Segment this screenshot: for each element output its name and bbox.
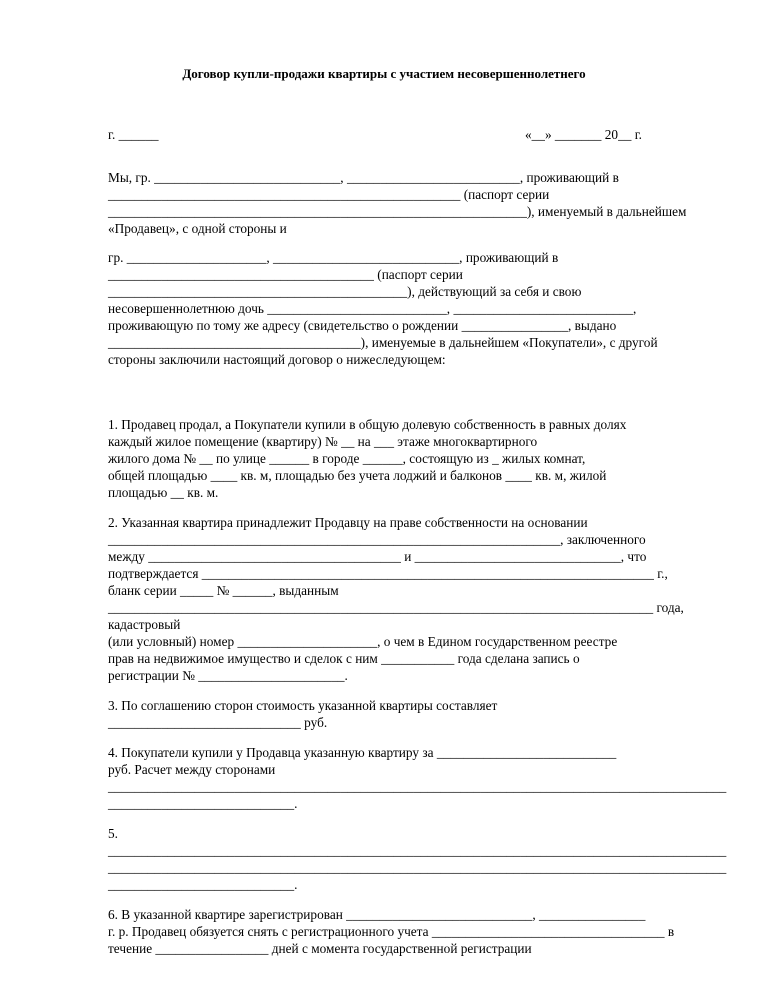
clause-5-line: ____________________________. [108,877,298,892]
city-field: г. ______ [108,127,159,142]
clause-4-line: 4. Покупатели купили у Продавца указанную квартиру за ___________________________ [108,745,617,760]
clause-3-line: _____________________________ руб. [108,715,328,730]
buyers-line: проживающую по тому же адресу (свидетельство о рождении ________________, выдано [108,318,617,333]
clause-2-line: ____________________________________________________________________, заключенного [108,532,646,547]
buyers-line: ______________________________________), именуемые в дальнейшем «Покупатели», с другой [108,335,658,350]
clause-2-line: кадастровый [108,617,181,632]
clause-2-line: __________________________________________________________________________________ года, [108,600,684,615]
clause-6-line: г. р. Продавец обязуется снять с регистрационного учета ___________________________________ в [108,924,675,939]
buyers-line: ________________________________________ (паспорт серии [108,267,463,282]
parties-line: Мы, гр. ____________________________, __________________________, проживающий в [108,170,619,185]
clause-5-line: _____________________________________________________________________________________________ [108,860,727,875]
parties-line: _____________________________________________________ (паспорт серии [108,187,550,202]
clause-1-line: общей площадью ____ кв. м, площадью без учета лоджий и балконов ____ кв. м, жилой [108,468,607,483]
clause-2-line: бланк серии _____ № ______, выданным [108,583,339,598]
clause-6-line: 6. В указанной квартире зарегистрирован ____________________________, ________________ [108,907,646,922]
parties-line: «Продавец», с одной стороны и [108,221,287,236]
clause-5-line: 5. [108,826,118,841]
buyers-line: _____________________________________________), действующий за себя и свою [108,284,582,299]
buyers-line: стороны заключили настоящий договор о нижеследующем: [108,352,446,367]
parties-line: _______________________________________________________________), именуемый в дальнейшем [108,204,687,219]
clause-4-line: ____________________________. [108,796,298,811]
date-field: «__» _______ 20__ г. [525,127,642,142]
clause-4-line: _____________________________________________________________________________________________ [108,779,727,794]
buyers-line: несовершеннолетнюю дочь ___________________________, ___________________________, [108,301,637,316]
clause-5-line: _____________________________________________________________________________________________ [108,843,727,858]
clause-4-line: руб. Расчет между сторонами [108,762,276,777]
buyers-line: гр. _____________________, ____________________________, проживающий в [108,250,559,265]
clause-1-line: площадью __ кв. м. [108,485,219,500]
document-title: Договор купли-продажи квартиры с участием несовершеннолетнего [182,66,586,81]
clause-2-line: между ______________________________________ и _______________________________, что [108,549,647,564]
clause-1-line: 1. Продавец продал, а Покупатели купили в общую долевую собственность в равных долях [108,417,627,432]
clause-3-line: 3. По соглашению сторон стоимость указанной квартиры составляет [108,698,498,713]
clause-1-line: каждый жилое помещение (квартиру) № __ на ___ этаже многоквартирного [108,434,538,449]
clause-1-line: жилого дома № __ по улице ______ в городе ______, состоящую из _ жилых комнат, [108,451,586,466]
clause-6-line: течение _________________ дней с момента государственной регистрации [108,941,532,956]
clause-2-line: прав на недвижимое имущество и сделок с ним ___________ года сделана запись о [108,651,580,666]
clause-2-line: регистрации № ______________________. [108,668,348,683]
clause-2-line: (или условный) номер _____________________, о чем в Едином государственном реестре [108,634,618,649]
clause-2-line: 2. Указанная квартира принадлежит Продавцу на праве собственности на основании [108,515,588,530]
clause-2-line: подтверждается ____________________________________________________________________ г., [108,566,668,581]
